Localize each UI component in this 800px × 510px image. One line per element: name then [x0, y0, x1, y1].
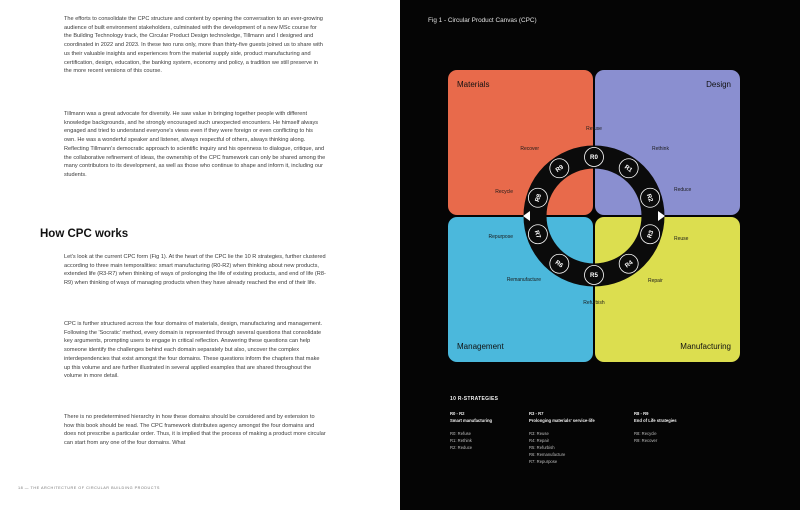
legend-item: R1: Rethink — [450, 438, 472, 443]
strategy-label-reuse: Reuse — [674, 236, 689, 242]
legend-item: R9: Recover — [634, 438, 658, 443]
quadrant-management-label: Management — [457, 342, 504, 351]
legend-group-title: Prolonging materials' service-life — [529, 418, 595, 423]
legend-group-end-of-life — [634, 410, 677, 444]
legend-group-title: End of Life strategies — [634, 418, 677, 423]
legend-item: R2: Reduce — [450, 445, 473, 450]
legend-item: R3: Reuse — [529, 431, 549, 436]
quadrant-manufacturing — [595, 217, 740, 362]
paragraph-1: The efforts to consolidate the CPC structure and content by opening the conversation to an ever-growing audience of built environment stakeholders, culminated with the development of a new MSc course for the Building Technology track, the Circular Product Design technoledge, Tillmann and I designed and coordinated in 2022 and 2023. In these two runs only, more than thirty-five guests joined us to share with us their valuable insights and experiences from the material supply side, product manufacturing and certification, design, education, the banking system, economy and policy, a tradition we still preserve in the more recent versions of this course. — [64, 16, 323, 75]
ring-node-r0 — [585, 148, 604, 167]
ring-node-r4 — [619, 254, 638, 273]
strategy-label-reduce: Reduce — [674, 187, 692, 193]
strategy-label-repurpose: Repurpose — [488, 234, 513, 240]
paragraph-2: Tillmann was a great advocate for diversity. He saw value in bringing together people with different knowledge backgrounds, and he strongly encouraged such unexpected encounters. He himself always engaged and tried to understand everyone's views even if they were foreign or even conflicting to his own. He was a wonderful speaker and listener, always respectful of others, always thinking along. Reflecting Tillmann's democratic approach to scientific inquiry and his openness to dialogue, critique, and the collaborative refinement of ideas, the ownership of the CPC framework can only be shared among the many contributors to its development, as well as those who continue to shape and inform it, including our students. — [64, 111, 326, 178]
ring-node-label: R7 — [532, 229, 542, 240]
ring-node-r9 — [550, 159, 569, 178]
ring-node-label: R3 — [646, 229, 656, 240]
quadrant-design-label: Design — [706, 80, 731, 89]
legend-item: R7: Repurpose — [529, 459, 558, 464]
legend-item: R8: Recycle — [634, 431, 657, 436]
right-page — [400, 0, 800, 510]
ring-node-label: R9 — [554, 163, 565, 174]
ring-node-r5 — [585, 266, 604, 285]
strategy-label-refuse: Refuse — [586, 126, 602, 132]
strategy-label-repair: Repair — [648, 278, 663, 284]
ring-node-r6 — [550, 254, 569, 273]
section-heading: How CPC works — [40, 228, 129, 240]
ring-node-r2 — [641, 188, 660, 207]
legend-group-range: R3 - R7 — [529, 411, 544, 416]
ring-node-r1 — [619, 159, 638, 178]
quadrant-design — [595, 70, 740, 215]
quadrant-materials-label: Materials — [457, 80, 490, 89]
paragraph-4: CPC is further structured across the four domains of materials, design, manufacturing and management. Following the 'Socratic' method, every domain is represented through several questions that consolidate key arguments, prompting users to engage in critical reflection. Answering these questions can help someone identify the challenges behind each domain separately but also, uncover the complex interdependencies that exist amongst the four domains. These questions inform the chapters that make up this volume and are further illustrated in several applied examples that are shared throughout the volume in more detail. — [64, 321, 323, 380]
page-footer: 18 — THE ARCHITECTURE OF CIRCULAR BUILDING PRODUCTS — [18, 486, 160, 490]
ring-node-label: R0 — [590, 154, 598, 162]
strategy-label-recover: Recover — [520, 146, 539, 152]
legend-group-title: Smart manufacturing — [450, 418, 493, 423]
ring-node-label: R2 — [644, 193, 654, 203]
ring-node-label: R6 — [553, 259, 565, 270]
legend-group-smart — [450, 410, 492, 451]
legend-group-range: R8 - R9 — [634, 411, 649, 416]
quadrant-materials — [448, 70, 593, 215]
quadrant-management — [448, 217, 593, 362]
legend-item: R4: Repair — [529, 438, 550, 443]
quadrant-manufacturing-label: Manufacturing — [680, 342, 731, 351]
ring-node-label: R8 — [534, 193, 544, 203]
ring-node-r7 — [528, 225, 547, 244]
legend-item: R0: Refuse — [450, 431, 471, 436]
strategy-label-recycle: Recycle — [495, 189, 513, 195]
legend-heading: 10 R-STRATEGIES — [450, 396, 499, 402]
paragraph-3: Let's look at the current CPC form (Fig 1). At the heart of the CPC lie the 10 R strategies, further clustered according to three main temporalities: smart manufacturing (R0-R2) when thinking about new products, extended life (R3-R7) when thinking of ways of prolonging the life of existing products, and end of life (R8-R9) when thinking of ways of managing products when they have already reached the end of their life. — [64, 254, 326, 287]
strategy-label-refurbish: Refurbish — [583, 300, 605, 306]
legend-item: R6: Remanufacture — [529, 452, 566, 457]
legend-group-range: R0 - R2 — [450, 411, 465, 416]
ring-node-label: R4 — [623, 259, 635, 270]
ring-node-r3 — [641, 225, 660, 244]
ring-node-label: R1 — [623, 163, 634, 174]
strategy-label-remanufacture: Remanufacture — [506, 277, 541, 283]
figure-title: Fig 1 - Circular Product Canvas (CPC) — [428, 17, 537, 24]
legend-item: R5: Refurbish — [529, 445, 555, 450]
legend-group-prolonging — [529, 410, 595, 465]
strategy-label-rethink: Rethink — [652, 146, 669, 152]
ring-node-label: R5 — [590, 272, 598, 280]
paragraph-5: There is no predetermined hierarchy in how these domains should be considered and by extension to how this book should be read. The CPC framework distributes agency amongst the four domains and does not prescribe a particular order. Thus, it is implied that the process of making a product more circular can start from any one of the four domains. What — [64, 414, 326, 447]
ring-node-r8 — [528, 188, 547, 207]
